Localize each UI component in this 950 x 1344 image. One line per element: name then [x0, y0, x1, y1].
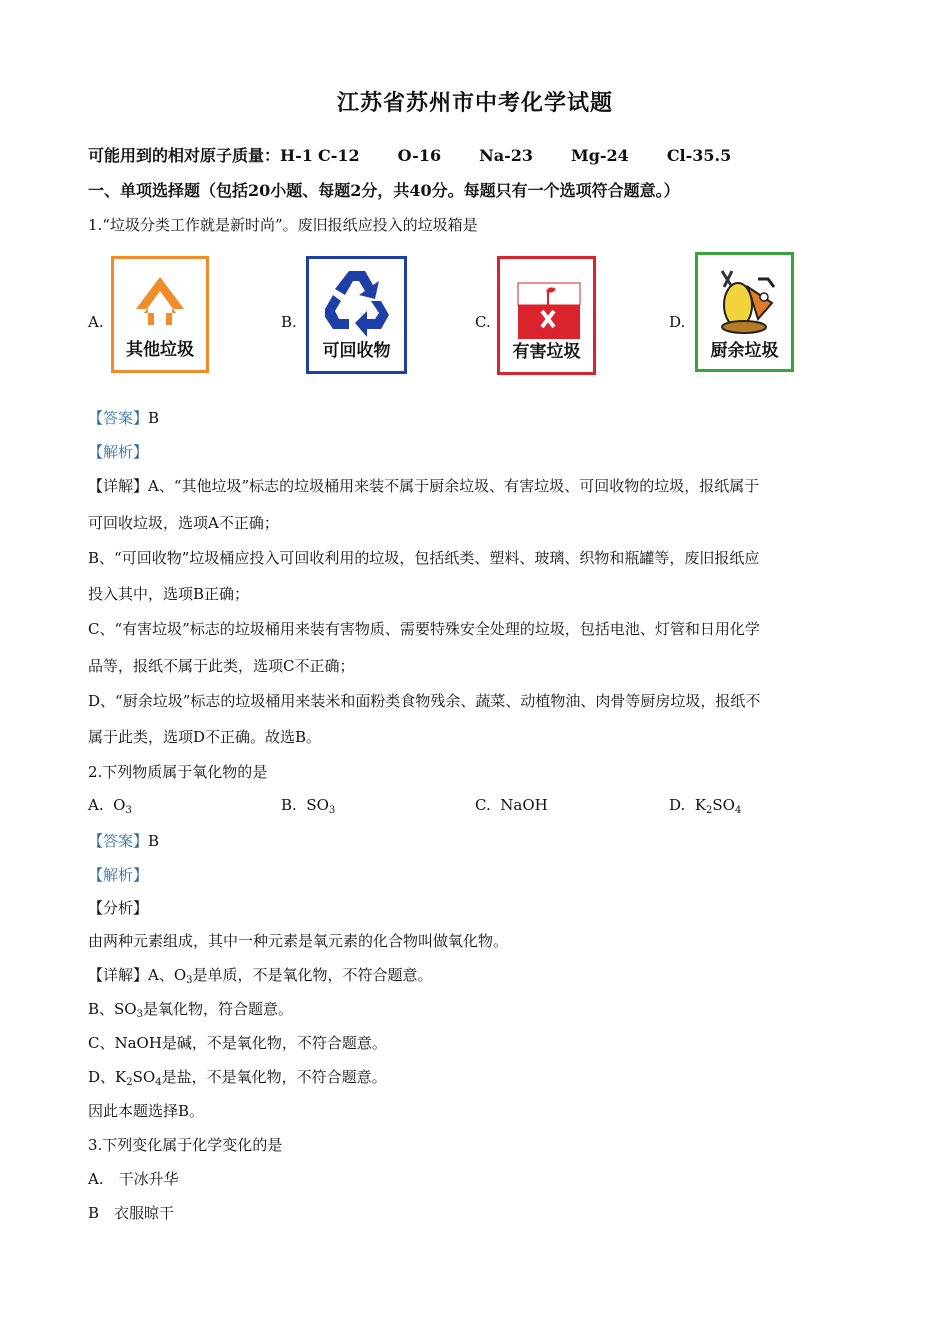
q1-option-a-bin — [111, 256, 209, 373]
q1-detail-line-3: B、“可回收物”垃圾桶应投入可回收利用的垃圾，包括纸类、塑料、玻璃、织物和瓶罐等，废旧报纸应 — [88, 549, 760, 567]
q1-option-a-letter: A. — [88, 313, 104, 331]
q1-detail-line-2: 可回收垃圾，选项A不正确； — [88, 514, 279, 532]
q2-option-a-sub: 3 — [125, 805, 132, 816]
mass-na: Na-23 — [479, 146, 533, 165]
q2-detail-b-post: 是氧化物，符合题意。 — [142, 1000, 293, 1018]
q1-analysis-tag: 【解析】 — [88, 443, 149, 461]
q2-answer-value: B — [148, 832, 160, 850]
q2-detail-c: C、NaOH是碱，不是氧化物，不符合题意。 — [88, 1034, 387, 1052]
q2-detail-d-sub: 2 — [126, 1077, 133, 1088]
q2-option-c-letter: C. — [475, 796, 491, 814]
q2-fenxi-text: 由两种元素组成，其中一种元素是氧元素的化合物叫做氧化物。 — [88, 932, 509, 950]
detail-tag: 【详解】 — [88, 477, 149, 495]
q1-stem: 1.“垃圾分类工作就是新时尚”。废旧报纸应投入的垃圾箱是 — [88, 216, 478, 234]
q2-option-a — [88, 796, 132, 816]
q2-detail-b-sub: 3 — [136, 1009, 143, 1020]
q2-answer — [88, 830, 159, 851]
q2-detail-b-pre: B、SO — [88, 1000, 137, 1018]
q1-answer — [88, 407, 159, 428]
q2-analysis-tag: 【解析】 — [88, 866, 149, 884]
recycle-icon — [309, 261, 404, 345]
q2-option-a-letter: A. — [88, 796, 104, 814]
q2-option-b-text: SO — [306, 796, 329, 814]
q1-option-c-bin — [497, 256, 596, 375]
q1-detail-line-7: D、“厨余垃圾”标志的垃圾桶用来装米和面粉类食物残余、蔬菜、动植物油、肉骨等厨房垃圾，报纸不 — [88, 692, 761, 710]
q2-detail-d — [88, 1066, 387, 1088]
hazardous-waste-icon — [500, 261, 593, 345]
q2-detail-a-post: 是单质，不是氧化物，不符合题意。 — [192, 966, 433, 984]
q2-stem: 2.下列物质属于氧化物的是 — [88, 763, 268, 781]
q1-option-d-bin — [695, 252, 794, 372]
q2-option-b — [281, 796, 335, 816]
q1-answer-value: B — [148, 409, 160, 427]
mass-c: C-12 — [318, 146, 360, 165]
q1-option-d-label: 厨余垃圾 — [710, 341, 779, 361]
q2-option-d-sub: 2 — [706, 805, 713, 816]
q1-detail-line-4: 投入其中，选项B正确； — [88, 585, 250, 603]
q3-option-b: B 衣服晾干 — [88, 1204, 175, 1222]
q2-detail-a-pre: A、O — [148, 966, 187, 984]
q2-option-d — [669, 796, 741, 816]
q2-option-c — [475, 796, 548, 814]
q1-option-c-label: 有害垃圾 — [512, 342, 581, 362]
q2-detail-d-mid: SO — [132, 1068, 156, 1086]
answer-tag: 【答案】 — [88, 832, 149, 850]
q1-detail-line-8: 属于此类，选项D不正确。故选B。 — [88, 728, 322, 746]
q1-option-b-letter: B. — [281, 313, 297, 331]
q2-detail-d-pre: D、K — [88, 1068, 127, 1086]
q3-stem: 3.下列变化属于化学变化的是 — [88, 1136, 283, 1154]
atomic-masses: 可能用到的相对原子质量：H-1 C-12 O-16 Na-23 Mg-24 Cl-35.5 — [88, 143, 731, 166]
q1-detail-line-6: 品等，报纸不属于此类，选项C不正确； — [88, 657, 355, 675]
q2-detail-a-sub: 3 — [186, 975, 193, 986]
q1-option-b-label: 可回收物 — [322, 341, 391, 361]
food-waste-icon — [698, 257, 791, 343]
q2-detail-a — [88, 964, 433, 986]
q2-option-d-sub2: 4 — [734, 805, 742, 816]
q1-option-a-label: 其他垃圾 — [126, 340, 194, 360]
detail-tag: 【详解】 — [88, 966, 149, 984]
q2-option-b-letter: B. — [281, 796, 297, 814]
q3-option-a: A. 干冰升华 — [88, 1170, 179, 1188]
q2-option-d-text: K — [694, 796, 707, 814]
q2-conclusion: 因此本题选择B。 — [88, 1102, 205, 1120]
q1-detail-text-1: A、“其他垃圾”标志的垃圾桶用来装不属于厨余垃圾、有害垃圾、可回收物的垃圾，报纸属于 — [148, 477, 760, 495]
q1-detail-line-5: C、“有害垃圾”标志的垃圾桶用来装有害物质、需要特殊安全处理的垃圾，包括电池、灯管和日用化学 — [88, 620, 760, 638]
answer-tag: 【答案】 — [88, 409, 149, 427]
page-title: 江苏省苏州市中考化学试题 — [336, 90, 613, 116]
q2-detail-d-post: 是盐，不是氧化物，不符合题意。 — [161, 1068, 387, 1086]
q2-option-a-text: O — [113, 796, 126, 814]
q2-option-b-sub: 3 — [328, 805, 336, 816]
q2-option-d-rest: SO — [712, 796, 735, 814]
mass-mg: Mg-24 — [571, 146, 629, 165]
q1-option-b-bin — [306, 256, 407, 374]
q1-option-d-letter: D. — [669, 313, 686, 331]
q1-option-c-letter: C. — [475, 313, 491, 331]
other-waste-icon — [114, 263, 206, 343]
section-heading: 一、单项选择题（包括20小题、每题2分，共40分。每题只有一个选项符合题意。） — [88, 181, 680, 200]
q2-detail-d-sub2: 4 — [155, 1077, 162, 1088]
masses-label: 可能用到的相对原子质量： — [88, 146, 281, 165]
mass-o: O-16 — [397, 146, 442, 165]
q2-detail-b — [88, 998, 293, 1020]
q2-option-c-text: NaOH — [500, 796, 548, 814]
q1-detail-line-1 — [88, 475, 759, 496]
q2-fenxi-tag: 【分析】 — [88, 899, 149, 917]
q2-option-d-letter: D. — [669, 796, 686, 814]
mass-cl: Cl-35.5 — [666, 146, 732, 165]
